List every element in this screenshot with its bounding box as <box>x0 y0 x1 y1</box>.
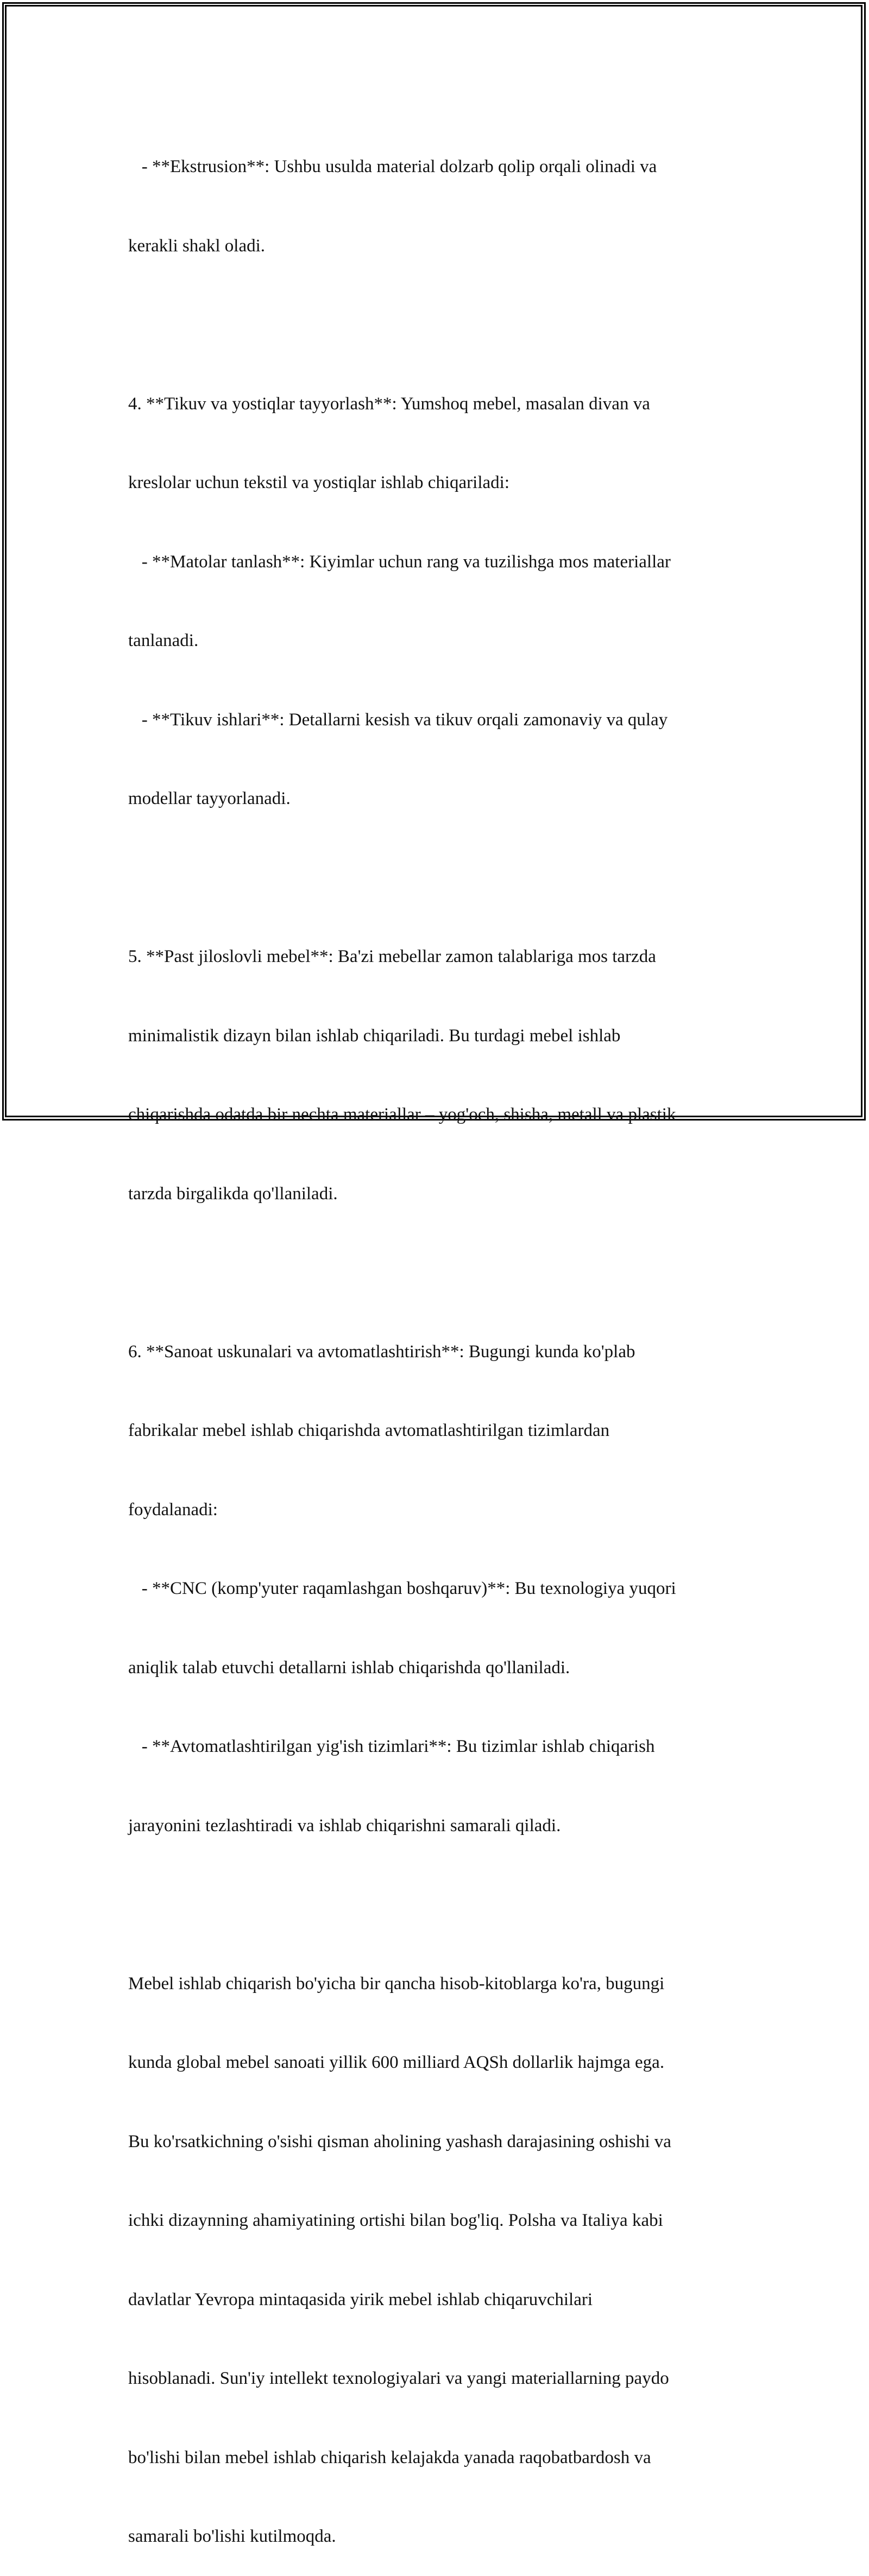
text-line: - **Avtomatlashtirilgan yig'ish tizimlari**: Bu tizimlar ishlab chiqarish <box>128 1737 655 1756</box>
text-line: - **Ekstrusion**: Ushbu usulda material dolzarb qolip orqali olinadi va <box>128 157 657 176</box>
text-line: Bu ko'rsatkichning o'sishi qisman aholining yashash darajasining oshishi va <box>128 2131 671 2151</box>
document-body <box>128 101 745 2576</box>
text-line: Mebel ishlab chiqarish bo'yicha bir qancha hisob-kitoblarga ko'ra, bugungi <box>128 1973 665 1993</box>
text-line: tanlanadi. <box>128 631 199 650</box>
text-line: jarayonini tezlashtiradi va ishlab chiqarishni samarali qiladi. <box>128 1815 561 1836</box>
text-line: - **CNC (komp'yuter raqamlashgan boshqaruv)**: Bu texnologiya yuqori <box>128 1579 676 1598</box>
blank-line <box>128 312 745 338</box>
text-line: kreslolar uchun tekstil va yostiqlar ishlab chiqariladi: <box>128 473 509 492</box>
text-line: 5. **Past jiloslovli mebel**: Ba'zi mebellar zamon talablariga mos tarzda <box>128 947 656 966</box>
text-line: chiqarishda odatda bir nechta materiallar – yog'och, shisha, metall va plastik <box>128 1105 676 1124</box>
blank-line <box>128 1891 745 1918</box>
text-line: fabrikalar mebel ishlab chiqarishda avtomatlashtirilgan tizimlardan <box>128 1421 610 1440</box>
text-line: 4. **Tikuv va yostiqlar tayyorlash**: Yumshoq mebel, masalan divan va <box>128 394 650 414</box>
text-line: - **Matolar tanlash**: Kiyimlar uchun rang va tuzilishga mos materiallar <box>128 552 671 572</box>
text-line: tarzda birgalikda qo'llaniladi. <box>128 1183 338 1204</box>
text-line: kunda global mebel sanoati yillik 600 milliard AQSh dollarlik hajmga ega. <box>128 2053 665 2072</box>
text-line: bo'lishi bilan mebel ishlab chiqarish kelajakda yanada raqobatbardosh va <box>128 2447 651 2467</box>
text-line: foydalanadi: <box>128 1499 218 1520</box>
text-line: minimalistik dizayn bilan ishlab chiqariladi. Bu turdagi mebel ishlab <box>128 1026 621 1046</box>
text-line: aniqlik talab etuvchi detallarni ishlab chiqarishda qo'llaniladi. <box>128 1657 570 1678</box>
blank-line <box>128 865 745 891</box>
text-line: kerakli shakl oladi. <box>128 236 266 256</box>
text-line: modellar tayyorlanadi. <box>128 789 291 808</box>
text-line: davlatlar Yevropa mintaqasida yirik mebel ishlab chiqaruvchilari <box>128 2289 593 2309</box>
blank-line <box>128 1259 745 1286</box>
text-line: samarali bo'lishi kutilmoqda. <box>128 2527 336 2546</box>
text-line: - **Tikuv ishlari**: Detallarni kesish va tikuv orqali zamonaviy va qulay <box>128 710 668 730</box>
text-line: ichki dizaynning ahamiyatining ortishi bilan bog'liq. Polsha va Italiya kabi <box>128 2211 663 2230</box>
text-line: hisoblanadi. Sun'iy intellekt texnologiyalari va yangi materiallarning paydo <box>128 2369 669 2388</box>
text-line: 6. **Sanoat uskunalari va avtomatlashtirish**: Bugungi kunda ko'plab <box>128 1341 635 1362</box>
